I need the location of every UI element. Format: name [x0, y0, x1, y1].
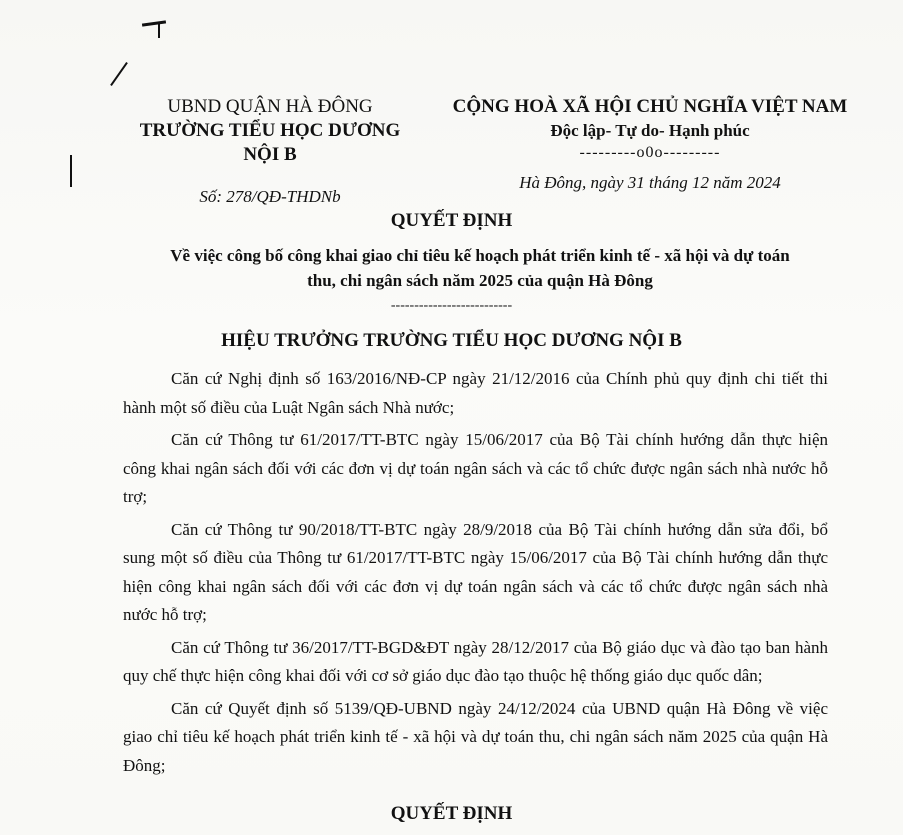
paragraph: Căn cứ Thông tư 90/2018/TT-BTC ngày 28/9/2018 của Bộ Tài chính hướng dẫn sửa đổi, bổ sung một số điều của Thông tư 61/2017/TT-BTC ngày 15/06/2017 của Bộ Tài chính hướng dẫn thực hiện công khai ngân sách đối với các đơn vị dự toán ngân sách và các tổ chức được ngân sách nhà nước hỗ trợ;	[123, 519, 828, 624]
document-title: QUYẾT ĐỊNH	[390, 210, 513, 231]
authority-heading: HIỆU TRƯỞNG TRƯỜNG TIỂU HỌC DƯƠNG NỘI B	[221, 330, 682, 351]
decision-heading: QUYẾT ĐỊNH	[390, 803, 513, 824]
subtitle-line-1: Về việc công bố công khai giao chỉ tiêu kế hoạch phát triển kinh tế - xã hội và dự toán	[170, 246, 790, 265]
district-committee: UBND QUẬN HÀ ĐÔNG	[167, 96, 373, 117]
document-number: Số: 278/QĐ-THDNb	[199, 187, 341, 206]
title-separator: --------------------------	[390, 298, 513, 313]
paragraph: Căn cứ Thông tư 36/2017/TT-BGD&ĐT ngày 28/12/2017 của Bộ giáo dục và đào tạo ban hành quy chế thực hiện công khai đối với cơ sở giáo dục đào tạo thuộc hệ thống giáo dục quốc dân;	[123, 637, 828, 685]
paragraph: Căn cứ Quyết định số 5139/QĐ-UBND ngày 24/12/2024 của UBND quận Hà Đông về việc giao chỉ tiêu kế hoạch phát triển kinh tế - xã hội và dự toán thu, chi ngân sách năm 2025 của quận Hà Đông;	[123, 698, 828, 775]
paragraph: Căn cứ Nghị định số 163/2016/NĐ-CP ngày 21/12/2016 của Chính phủ quy định chi tiết thi hành một số điều của Luật Ngân sách Nhà nước;	[123, 369, 828, 417]
motto-divider: ---------o0o---------	[579, 144, 721, 161]
school-name: TRƯỜNG TIỂU HỌC DƯƠNG NỘI B	[139, 120, 401, 165]
pen-mark	[158, 24, 160, 38]
pen-mark	[142, 20, 166, 26]
paragraph: Căn cứ Thông tư 61/2017/TT-BTC ngày 15/06/2017 của Bộ Tài chính hướng dẫn thực hiện công khai ngân sách đối với các đơn vị dự toán ngân sách và các tổ chức được ngân sách nhà nước hỗ trợ;	[123, 430, 828, 506]
national-motto: Độc lập- Tự do- Hạnh phúc	[550, 121, 750, 140]
pen-mark	[110, 62, 128, 86]
header-right	[430, 95, 870, 195]
document-body	[123, 365, 828, 784]
subtitle-line-2: thu, chi ngân sách năm 2025 của quận Hà Đông	[307, 271, 653, 290]
pen-mark	[70, 155, 72, 187]
header-left	[120, 95, 420, 209]
national-title: CỘNG HOÀ XÃ HỘI CHỦ NGHĨA VIỆT NAM	[452, 96, 848, 117]
document-date: Hà Đông, ngày 31 tháng 12 năm 2024	[519, 173, 781, 192]
document-subtitle	[130, 243, 830, 293]
